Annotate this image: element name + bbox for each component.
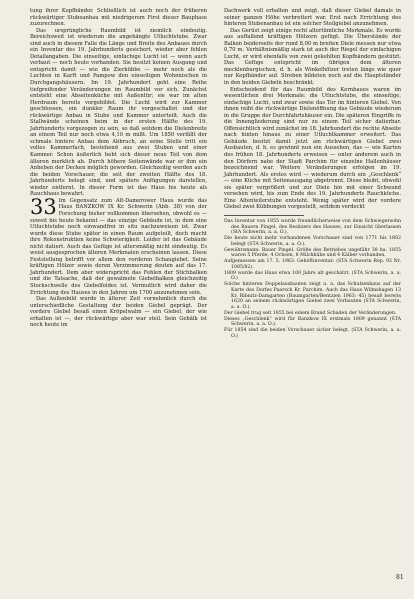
body-paragraph: Das Außenbild wurde in älterer Zeit vornehmlich durch die unterschiedliche Gestaltung der beiden Giebel geprägt. Der vordere Giebel besaß einen Kröpelwalm — ein Giebel, der wie erhalten ist —, der rückwärtige aber war steil. Sein Gebälk ist noch heute im xyxy=(30,296,207,329)
body-paragraph: Das Gerüst zeigt einige recht altertümliche Merkmale. Es wurde aus auffallend kräftigen Hölzern gefügt. Die Überstände der Balken beiderseits der rund 8,00 m breiten Diele messen nur etwa 0,70 m. Verhältnismäßig stark ist auch der Riegel der einfachigen Lucht, er wird ebenfalls von zwei gekehlten Kopfbändern gestützt. Das Gefüge entspricht im übrigen dem älteren mecklenburgischen, d. h. als Winkelhölzer treten längs wie quer nur Kopfbänder auf. Streben bildeten noch auf die Hauptständer in den beiden Giebeln beschränkt. xyxy=(224,27,401,87)
body-paragraph: Entscheidend für das Raumbild des Kernbaues waren im wesentlichen drei Merkmale: die Utluchtstube, die einseitige, einfachige Lucht, und zwar sowie das Tor im hinteren Giebel. Von ihnen reiht die rückwärtige Dielenöffnung das Gebäude wiederum in die Gruppe der Durchfahrtshäuser ein. Die späteren Eingriffe in die Innengliederung sind nur zu einem Teil sicher datierbar. Offensichtlich wird zunächst im 18. Jahrhundert die rechte Abseite nach hinten hinaus zu einer Utluchtkammer erweitert. Das Gebäude besitzt damit jetzt am rückwärtigen Giebel zwei Ausbauten, d. h. es gewinnt nun ein Aussehen, das — wie Karten des frühen 18. Jahrhunderts erweisen — unter anderem auch in den Dörfern nahe der Stadt Parchim für einzelne Hallenhäuser bezeichnend war. Weitere Veränderungen erfolgen im 19. Jahrhundert. Als erstes wird — wiederum durch ein „Geschlenk“ — eine Küche mit Seitenausgang abgetrennt. Diese bleibt, obwohl sie später vergrößert und zur Diele hin mit einer Schwand versehen wird, bis zum Ende des 19. Jahrhunderts Rauchküche. Eine Altenteilerstube entsteht. Wenig später wird der vordere Giebel zwei Kübbungen vorgestellt, seitdem verdeckt xyxy=(224,86,401,211)
body-paragraph: Dachwerk voll erhalten und zeigt, daß dieser Giebel damals in seiner ganzen Höhe verbrettert war. Erst nach Errichtung des hinteren Stubenanbau ist ein solcher Steilgiebel anzunehmen. xyxy=(224,8,401,28)
body-paragraph: tung ihrer Kopfbänder. Schließlich ist auch noch der früheren rückwärtiger Stubeanbau mit niedrigerem First dieser Bauphase zuzurechnen. xyxy=(30,8,207,28)
footnote: 1809 wurde das Haus etwa 100 Jahre alt geschätzt. (STA Schwerin, a. a. O.) xyxy=(224,270,401,282)
body-paragraph: Das ursprüngliche Raumbild ist ziemlich eindeutig. Bereichsweit ist wiederum die angehängte Utluchtstube. Zwar sind auch in diesem Falle die Länge und Breite des Anbaues durch ein Inventar des 19. Jahrhunderts gesichert, wieder aber fehlen Detailangaben. Die einseitige, einfachige Lucht ist — wenn auch verbaut — noch heute vorhanden. Sie besitzt keinen Ausgang und entspricht damit — wie die Zierkübbe — mehr noch als die Luchten in Karft und Pampow den einseitigen Wohnnischen in Durchgangshäusern. Im 19. Jahrhundert geht eine Reihe tiefgreifender Veränderungen im Raumbild vor sich. Zunächst entsteht eine Abseitenküche mit Außentür; sie war im alten Herdraum bereits vorgebildet. Die Lucht wird zur Kammer geschlossen, ein dunkler Raum ihr vorgeschaltet und der rückwärtige Anbau in Stube und Kammer unterteilt. Auch die Stallwände scheinen beim in der ersten Hälfte des 19. Jahrhunderts vorgezogen zu sein, so daß seitdem die Dielenbreite an einem Teil nur noch etwa 4,10 m mißt. Um 1850 verfällt der schmale hintere Anbau dem Abbruch, an seine Stelle tritt ein volles Kammerfach, bestehend aus zwei Stuben und einer Kammer. Schon äußerlich hebt sich dieser neue Teil von dem älteren merklich ab. Durch höhere Seitenwände war er ihm ein Anheben der Decken möglich geworden. Gleichzeitig werden auch die beiden Vorschauer, die seit der zweiten Hälfte des 18. Jahrhunderts belegt sind, und spätere Anfügungen darstellen, wieder entfernt. In dieser Form ist das Haus bis heute als Rauchhaus bewahrt. xyxy=(30,27,207,198)
footnote: Die heute nicht mehr vorhandenen Vorschauer sind von 1771 bis 1802 belegt (STA Schwerin, a. a. O.). xyxy=(224,236,401,247)
footnote: Dieses „Geschlenk“ wird für Banzkow IX erstmals 1809 genannt (STA Schwerin, a. a. O.). xyxy=(224,316,401,328)
right-column xyxy=(224,8,401,340)
footnote: Für 1854 sind die beiden Vorschauer sicher belegt. (STA Schwerin, a. a. O.) xyxy=(224,328,401,339)
page-number: 81 xyxy=(396,574,404,581)
left-column xyxy=(30,8,207,329)
section-text: Im Gegensatz zum Alt-Damerower Haus wurde das Haus BANZKOW IX Kr. Schwerin (Abb. 38) von der Forschung bisher vollkommen übersehen, obwohl es — soweit bis heute bekannt — das einzige Gebäude ist, in dem eine Utluchtstube noch einwandfrei in situ nachzuweisen ist. Zwar wurde diese Stube später in einen Raum aufgeteilt, doch macht ihre Rekonstruktion keine Schwierigkeit. Leider ist das Gebäude nicht datiert. Auch das Gefüge ist altersmäßig nicht eindeutig. Es weist ausgesprochen älteren Merkmalen erscheinen lassen. Diese Feststellung betrifft vor allem den vorderen Schaugiebel. Seine kräftigen Hölzer sowie deren Verzimmerung deuten auf das 17. Jahrhundert. Dem aber widerspricht das Fehlen der Stichbalken und die Tatsache, daß der gewalmete Giebelbalken gleichzeitig Stockschwelle des Giebelfeldes ist. Vermutlich wird daher die Errichtung des Hauses in den Jahren um 1700 anzunehmen sein. xyxy=(30,197,207,296)
footnote-divider xyxy=(224,215,304,216)
footnote: Solche hinteren Doppelausbauten zeigt u. a. das Schulzenhaus auf der Karte des Dorfes Paarsch Kr. Parchim. Auch das Haus Wilmshagen 13 Kr. Ribnitz-Damgarten (Baumgarten/Bentzien 1963: 45) besaß bereits 1620 an seinem rückwärtigen Giebel zwei Vorbauten (STA Schwerin, a. a. O.). xyxy=(224,282,401,311)
section-paragraph xyxy=(30,194,207,296)
book-page xyxy=(30,8,404,593)
section-number: 33 xyxy=(30,194,57,219)
footnote: Das Inventar von 1855 wurde freundlicherweise von dem Schwiegersohn des Bauern Pingel, des Besitzers des Hauses, zur Einsicht überlassen (StA Schwerin, a. a. O.). xyxy=(224,218,401,236)
footnotes-list xyxy=(224,219,401,340)
footnote: Gewährsmann: Bauer Pingel. Größe des Betriebes ungefähr 38 ha. 1855 waren 5 Pferde, 4 Ochsen, 8 Milchkühe und 4 Kälber vorhanden. xyxy=(224,247,401,259)
footnote: Der Giebel trug seit 1855 bei einem Brand Schaden der Veränderungen. xyxy=(224,310,397,316)
footnote: Aufgemessen am 17. 5. 1963. Gehöftinventar: (STA Schwerin Rep. 92 Nr. 1085/82). xyxy=(224,259,401,270)
